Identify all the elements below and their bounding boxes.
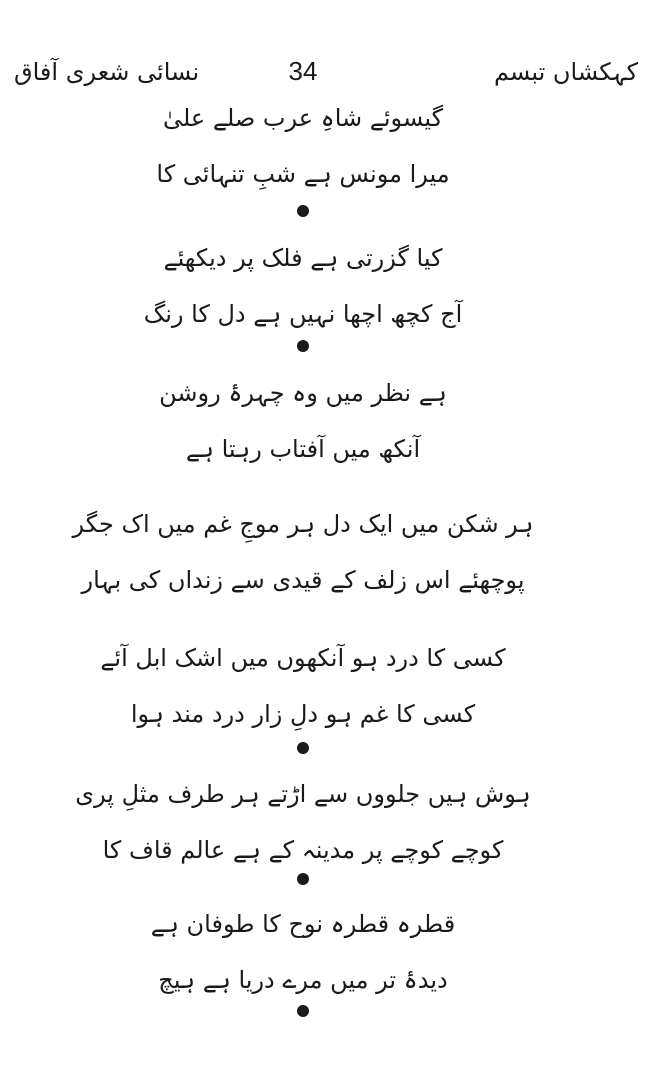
bullet-icon bbox=[297, 1005, 309, 1017]
stanza-4 bbox=[0, 496, 606, 608]
bullet-icon bbox=[297, 873, 309, 885]
verse-line: کوچے کوچے پر مدینہ کے ہے عالم قاف کا bbox=[102, 836, 504, 864]
verse-line: پوچھئے اس زلف کے قیدی سے زنداں کی بہار bbox=[81, 566, 525, 594]
verse-line: کسی کا غم ہو دلِ زار درد مند ہوا bbox=[130, 700, 476, 728]
verse-line: قطرہ قطرہ نوح کا طوفان ہے bbox=[150, 910, 456, 938]
bullet-icon bbox=[297, 742, 309, 754]
bullet-icon bbox=[297, 340, 309, 352]
page-number: 34 bbox=[288, 56, 318, 86]
verse-line: آج کچھ اچھا نہیں ہے دل کا رنگ bbox=[143, 300, 463, 328]
bullet-icon bbox=[297, 205, 309, 217]
stanza-6 bbox=[0, 766, 606, 878]
book-title: نسائی شعری آفاق bbox=[14, 58, 200, 86]
verse-line: ہوش ہیں جلووں سے اڑتے ہر طرف مثلِ پری bbox=[75, 780, 531, 808]
stanza-2 bbox=[0, 230, 606, 342]
verse-line: کیا گزرتی ہے فلک پر دیکھئے bbox=[163, 244, 443, 272]
stanza-3 bbox=[0, 365, 606, 477]
stanza-7 bbox=[0, 896, 606, 1008]
verse-line: کسی کا درد ہو آنکھوں میں اشک ابل آئے bbox=[100, 644, 506, 672]
verse-line: میرا مونس ہے شبِ تنہائی کا bbox=[156, 160, 450, 188]
verse-line: ہے نظر میں وہ چہرۂ روشن bbox=[159, 379, 447, 407]
verse-line: ہر شکن میں ایک دل ہر موجِ غم میں اک جگر bbox=[72, 510, 534, 538]
stanza-5 bbox=[0, 630, 606, 742]
verse-line: دیدۂ تر میں مرے دریا ہے ہیچ bbox=[158, 966, 448, 994]
verse-line: آنکھ میں آفتاب رہتا ہے bbox=[185, 435, 421, 463]
stanza-1 bbox=[0, 90, 606, 202]
author-name: کہکشاں تبسم bbox=[493, 58, 638, 86]
verse-line: گیسوئے شاہِ عرب صلے علیٰ bbox=[162, 104, 444, 132]
